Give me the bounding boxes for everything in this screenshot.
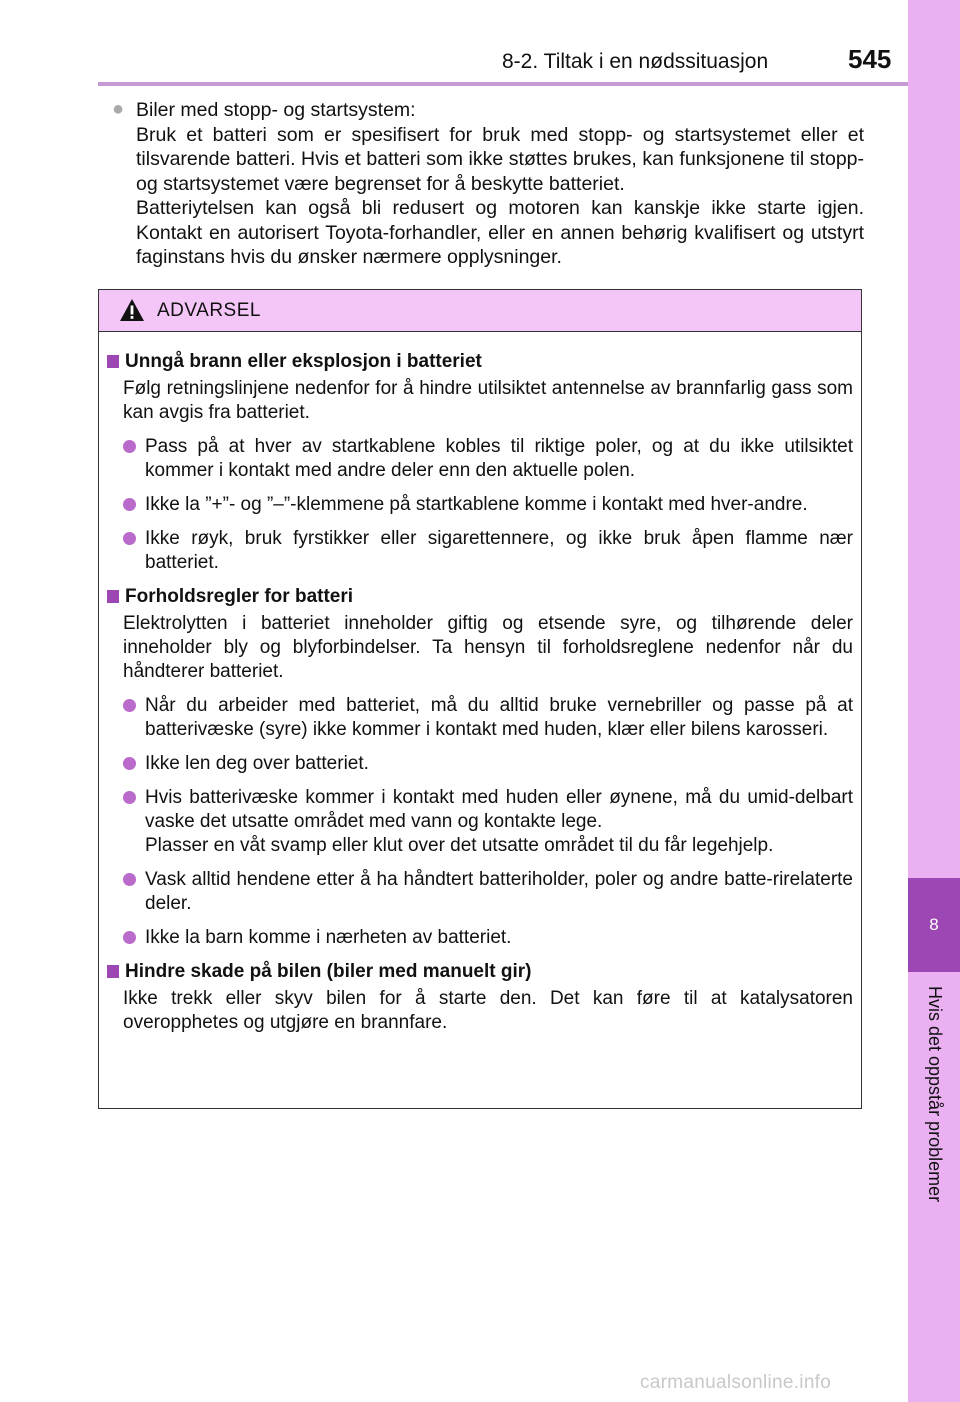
square-bullet-icon — [107, 355, 119, 368]
section-text: Elektrolytten i batteriet inneholder giftig og etsende syre, og tilhørende deler inneholder bly og blyforbindelser. Ta hensyn til forholdsreglene nedenfor når du håndterer batteriet. — [123, 613, 853, 682]
warning-section-car-damage — [107, 960, 853, 1035]
bullet-icon — [123, 699, 136, 712]
list-item: Pass på at hver av startkablene kobles til riktige poler, og at du ikke utilsiktet kommer i kontakt med andre deler enn den aktuelle polen. — [123, 435, 853, 483]
intro-note — [112, 98, 864, 270]
warning-body — [99, 332, 861, 1035]
bullet-icon — [123, 757, 136, 770]
bullet-icon: ● — [112, 98, 125, 120]
list-item: Ikke la ”+”- og ”–”-klemmene på startkablene komme i kontakt med hver-andre. — [123, 493, 853, 517]
intro-paragraph-2: Batteriytelsen kan også bli redusert og motoren kan kanskje ikke starte igjen. Kontakt en autorisert Toyota-forhandler, eller en annen behørig kvalifisert og utstyrt faginstans hvis du ønsker nærmere opplysninger. — [136, 197, 864, 268]
chapter-number: 8 — [908, 878, 960, 972]
section-heading: Unngå brann eller eksplosjon i batteriet — [125, 351, 482, 372]
intro-paragraph-1: Bruk et batteri som er spesifisert for bruk med stopp- og startsystemet eller et tilsvarende batteri. Hvis et batteri som ikke støttes brukes, kan funksjonene til stopp- og startsystemet være begrenset for å beskytte batteriet. — [136, 123, 864, 195]
section-heading: Hindre skade på bilen (biler med manuelt gir) — [125, 961, 532, 982]
section-text: Ikke trekk eller skyv bilen for å starte den. Det kan føre til at katalysatoren overopphetes og utgjøre en brannfare. — [123, 988, 853, 1033]
bullet-icon — [123, 532, 136, 545]
square-bullet-icon — [107, 590, 119, 603]
bullet-icon — [123, 498, 136, 511]
list-item: Når du arbeider med batteriet, må du alltid bruke vernebriller og passe på at batterivæske (syre) ikke kommer i kontakt med huden, klær eller bilens karosseri. — [123, 694, 853, 742]
square-bullet-icon — [107, 965, 119, 978]
header-divider — [98, 82, 908, 86]
list-item: Ikke røyk, bruk fyrstikker eller sigarettennere, og ikke bruk åpen flamme nær batteriet. — [123, 527, 853, 575]
warning-box — [98, 289, 862, 1109]
list-item: Ikke len deg over batteriet. — [123, 752, 853, 776]
watermark: carmanualsonline.info — [640, 1372, 832, 1393]
warning-title: ADVARSEL — [157, 300, 261, 321]
section-heading: Forholdsregler for batteri — [125, 586, 354, 607]
bullet-icon — [123, 873, 136, 886]
list-item: Hvis batterivæske kommer i kontakt med huden eller øynene, må du umid-delbart vaske det utsatte området med vann og kontakte lege. Plasser en våt svamp eller klut over det utsatte området til du får legehjelp. — [123, 786, 853, 858]
section-text: Følg retningslinjene nedenfor for å hindre utilsiktet antennelse av brannfarlig gass som kan avgis fra batteriet. — [123, 378, 853, 423]
warning-triangle-icon — [119, 298, 145, 322]
list-item: Vask alltid hendene etter å ha håndtert batteriholder, poler og andre batte-rirelaterte deler. — [123, 868, 853, 916]
bullet-icon — [123, 791, 136, 804]
intro-heading: Biler med stopp- og startsystem: — [136, 99, 416, 121]
page-number: 545 — [848, 44, 892, 74]
bullet-icon — [123, 931, 136, 944]
warning-section-fire — [107, 350, 853, 575]
bullet-icon — [123, 440, 136, 453]
chapter-label: Hvis det oppstår problemer — [925, 986, 945, 1203]
list-item: Ikke la barn komme i nærheten av batteriet. — [123, 926, 853, 950]
warning-header — [99, 290, 861, 332]
page-header — [0, 0, 908, 84]
warning-section-battery — [107, 585, 853, 950]
section-title: 8-2. Tiltak i en nødssituasjon — [502, 50, 769, 73]
